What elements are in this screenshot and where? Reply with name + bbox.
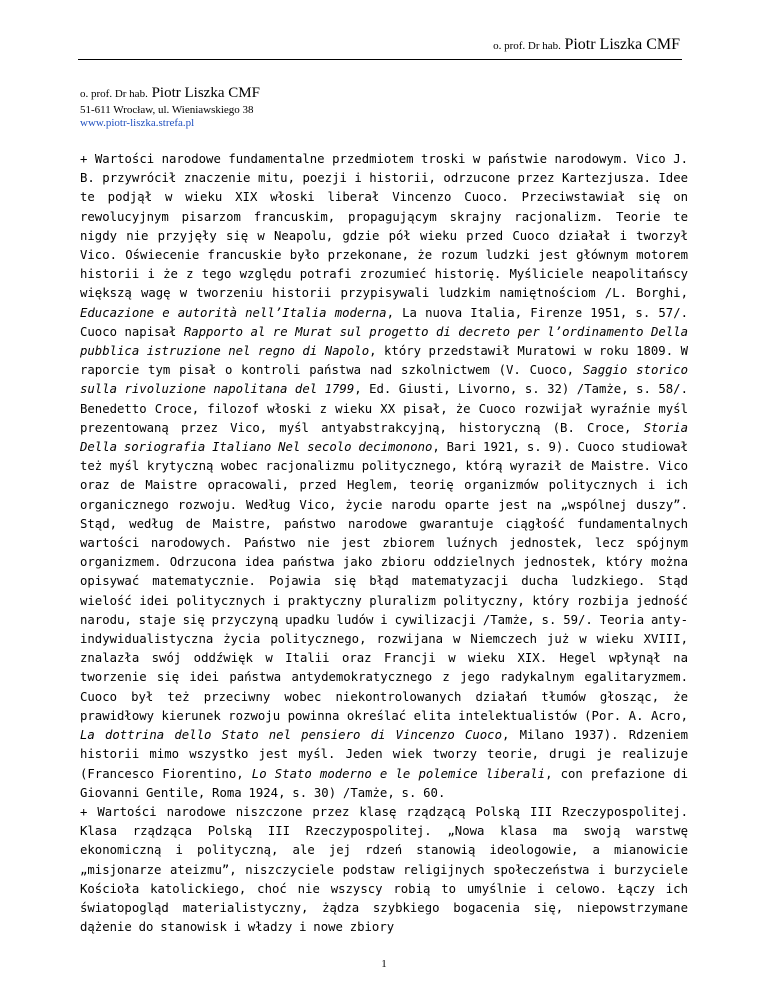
paragraph-national-values [80, 150, 688, 803]
author-line [80, 84, 260, 102]
author-block [80, 84, 260, 130]
author-website-link[interactable]: www.piotr-liszka.strefa.pl [80, 117, 195, 130]
body-text [80, 150, 688, 937]
italic-title: Storia Della soriografia Italiano Nel secolo decimonono [80, 420, 688, 455]
italic-title: La dottrina dello Stato nel pensiero di Vincenzo Cuoco [80, 728, 502, 743]
paragraph-ruling-class: + Wartości narodowe niszczone przez klasę rządzącą Polską III Rzeczypospolitej. Klasa rządząca Polską III Rzeczypospolitej. „Nowa klasa ma swoją warstwę ekonomiczną i polityczną, ale jej rdzeń stanowią ideologowie, a mianowicie „misjonarze ateizmu”, niszczyciele podstaw religijnych społeczeństwa i burzyciele Kościoła katolickiego, choć nie wszyscy robią to umyślnie i celowo. Łączy ich światopogląd materialistyczny, żądza szybkiego bogacenia się, niepowstrzymane dążenie do stanowisk i władzy i nowe zbiory [80, 804, 688, 935]
text-run: , Ed. Giusti, Livorno, s. 32) /Tamże, s. 58/. Benedetto Croce, filozof włoski z wieku XX pisał, że Cuoco rozwijał wyraźnie myśl prezentowaną przez Vico, myśl antyabstrakcyjną, historyczną (B. Croce, [80, 382, 688, 435]
running-header [493, 36, 680, 54]
page-number: 1 [381, 958, 387, 970]
italic-title: Rapporto al re Murat sul progetto di decreto per l’ordinamento Della pubblica istruzione nel regno di Napolo [80, 324, 688, 359]
text-run: + Wartości narodowe fundamentalne przedmiotem troski w państwie narodowym. Vico J. B. przywrócił znaczenie mitu, poezji i historii, odrzucone przez Kartezjusza. Idee te podjął w wieku XIX włoski liberał Vincenzo Cuoco. Przeciwstawiał się on rewolucyjnym pisarzom francuskim, propagującym skrajny racjonalizm. Teorie te nigdy nie przyjęły się w Neapolu, gdzie pół wieku przed Cuoco działał i tworzył Vico. Oświecenie francuskie było przekonane, że rozum ludzki jest głównym motorem historii i że z tego względu potrafi zrozumieć historię. Myśliciele neapolitańscy większą wagę w tworzeniu historii przypisywali ludzkim namiętnościom /L. Borghi, [80, 152, 688, 301]
text-run: , który przedstawił Muratowi w roku 1809. W raporcie tym pisał o kontroli państwa nad szkolnictwem (V. Cuoco, [80, 344, 688, 378]
text-run: , Bari 1921, s. 9). Cuoco studiował też myśl krytyczną wobec racjonalizmu politycznego, którą wyraził de Maistre. Vico oraz de Maistre opracowali, przed Heglem, teorię organizmów politycznych i ich organicznego rozwoju. Według Vico, życie narodu oparte jest na „wspólnej duszy”. Stąd, według de Maistre, państwo narodowe gwarantuje ciągłość fundamentalnych wartości narodowych. Państwo nie jest zbiorem luźnych jednostek, lecz spójnym organizmem. Odrzucona idea państwa jako zbioru oddzielnych jednostek, który można opisywać matematycznie. Pojawia się błąd matematyzacji ducha ludzkiego. Stąd wielość idei politycznych i praktyczny pluralizm polityczny, który rozbija jedność narodu, staje się przyczyną upadku ludów i cywilizacji /Tamże, s. 59/. Teoria anty-indywidualistyczna życia politycznego, rozwijana w Niemczech już w wieku XVIII, znalazła swój oddźwięk w Italii oraz Francji w wieku XIX. Hegel wpłynął na tworzenie się idei państwa antydemokratycznego z jego radykalnym egalitaryzmem. Cuoco był też przeciwny wobec niekontrolowanych działań tłumów głosząc, że prawidłowy kierunek rozwoju powinna określać elita intelektualistów (Por. A. Acro, [80, 440, 688, 723]
text-run: , Milano 1937). Rdzeniem historii mimo wszystko jest myśl. Jeden wiek tworzy teorie, drugi je realizuje (Francesco Fiorentino, [80, 728, 688, 781]
text-run: , con prefazione di Giovanni Gentile, Roma 1924, s. 30) /Tamże, s. 60. [80, 766, 688, 800]
italic-title: Lo Stato moderno e le polemice liberali [251, 766, 546, 781]
author-address: 51-611 Wrocław, ul. Wieniawskiego 38 [80, 104, 254, 116]
italic-title: Educazione e autorità nell’Italia moderna [80, 305, 387, 320]
header-author-name: Piotr Liszka CMF [564, 36, 680, 53]
header-divider [78, 59, 682, 60]
italic-title: Saggio storico sulla rivoluzione napolitana del 1799 [80, 363, 688, 397]
text-run: , La nuova Italia, Firenze 1951, s. 57/. Cuoco napisał [80, 305, 689, 339]
author-title-prefix: o. prof. Dr hab. [80, 88, 148, 100]
header-title-prefix: o. prof. Dr hab. [493, 40, 561, 52]
author-name: Piotr Liszka CMF [151, 85, 260, 101]
